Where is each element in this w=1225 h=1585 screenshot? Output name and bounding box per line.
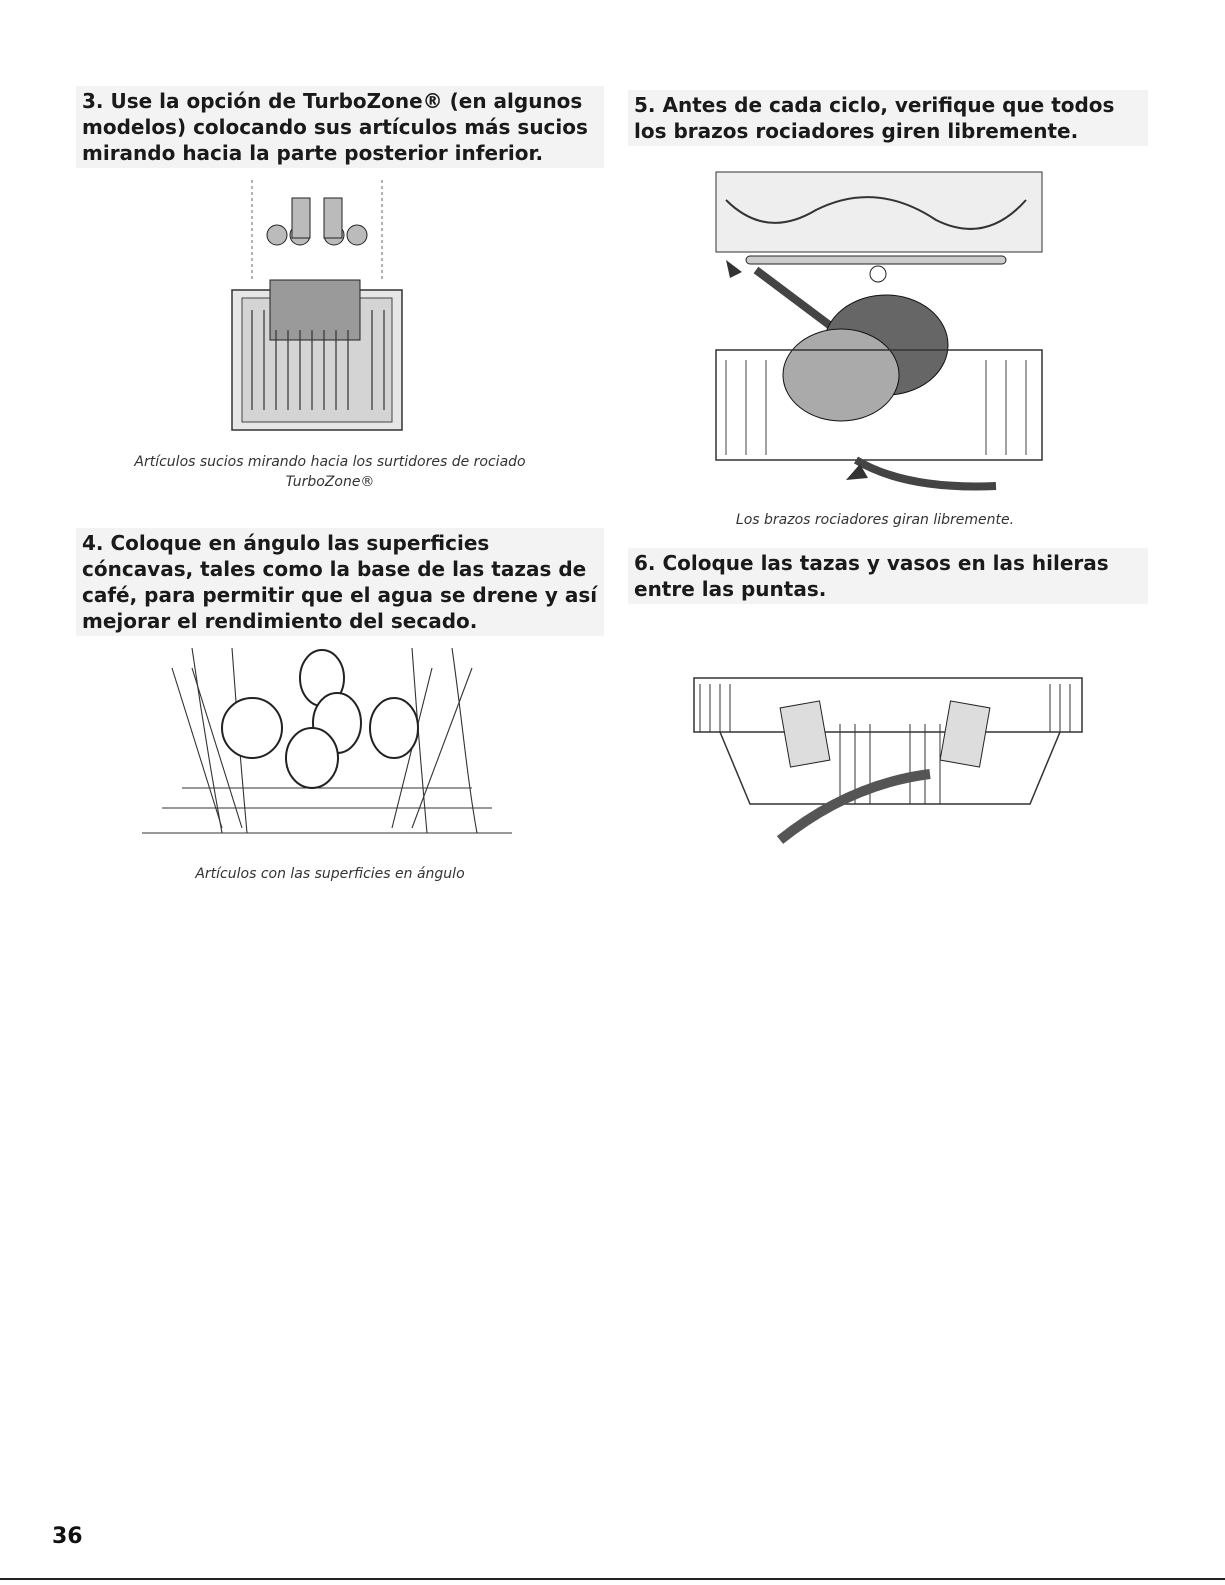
- section-3-heading: 3. Use la opción de TurboZone® (en algunos modelos) colocando sus artículos más sucios mirando hacia la parte posterior inferior.: [76, 86, 604, 168]
- section-5-caption: Los brazos rociadores giran libremente.: [735, 512, 1015, 528]
- section-3-caption-line1: Artículos sucios mirando hacia los surtidores de rociado: [134, 454, 526, 470]
- mugs-rack-illustration: [132, 628, 528, 856]
- section-4-heading: 4. Coloque en ángulo las superficies cóncavas, tales como la base de las tazas de café, para permitir que el agua se drene y así mejorar el rendimiento del secado.: [76, 528, 604, 636]
- section-3-caption: [100, 452, 560, 492]
- spray-arms-drawing: [706, 170, 1050, 506]
- turbozone-rack-illustration: [222, 180, 412, 438]
- glasses-rack-drawing: [690, 664, 1088, 848]
- section-3-caption-line2: TurboZone®: [285, 474, 375, 490]
- section-5-heading: 5. Antes de cada ciclo, verifique que todos los brazos rociadores giren libremente.: [628, 90, 1148, 146]
- mugs-rack-drawing: [132, 628, 528, 856]
- section-4-caption: Artículos con las superficies en ángulo: [195, 866, 465, 882]
- page-number: 36: [52, 1524, 83, 1549]
- spray-arms-illustration: [706, 170, 1050, 506]
- section-6-heading: 6. Coloque las tazas y vasos en las hileras entre las puntas.: [628, 548, 1148, 604]
- footer-rule: [0, 1578, 1225, 1580]
- turbozone-rack-drawing: [222, 180, 412, 438]
- glasses-rack-illustration: [690, 664, 1088, 848]
